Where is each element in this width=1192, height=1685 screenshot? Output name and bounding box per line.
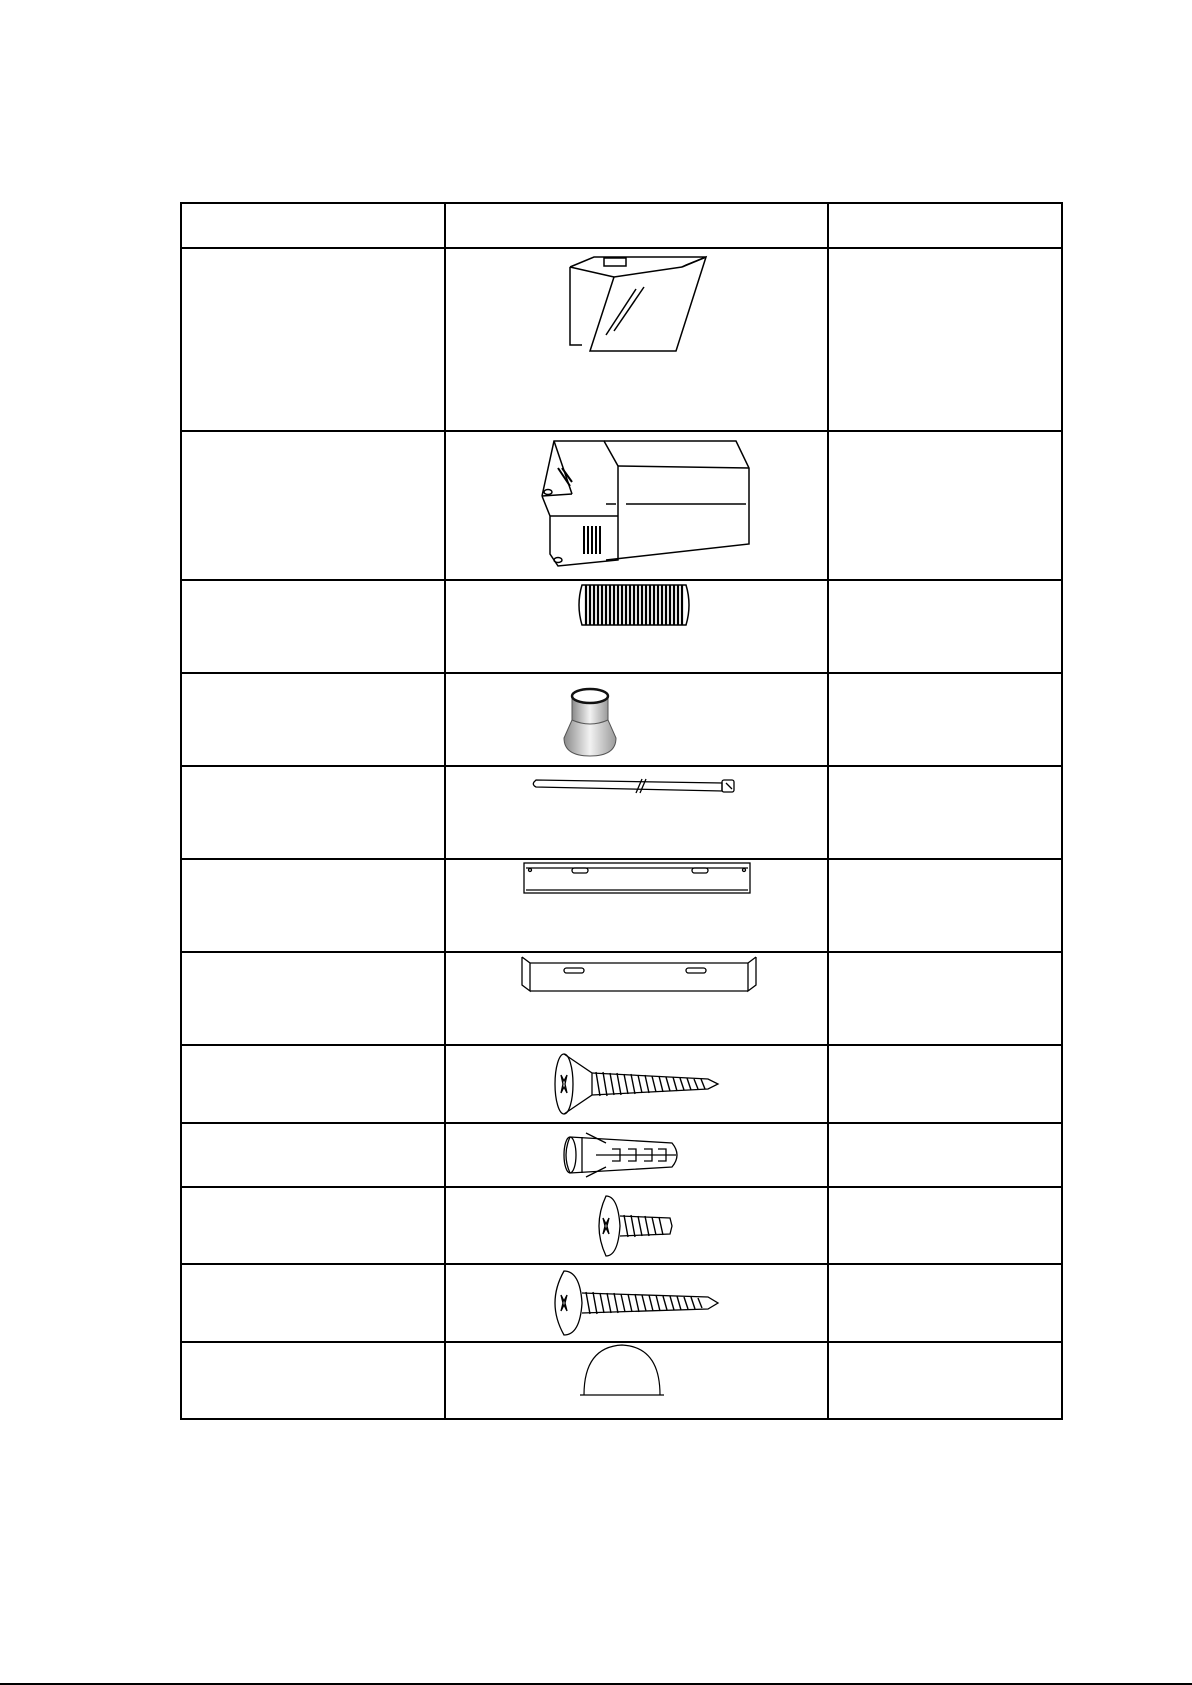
part-picture-cell (445, 1187, 828, 1264)
part-quantity-cell (828, 1342, 1062, 1419)
header-quantity-cell (828, 203, 1062, 248)
part-picture-cell (445, 1264, 828, 1342)
part-picture-cell (445, 248, 828, 431)
upper-chimney-cover-icon (446, 438, 829, 574)
part-picture-cell (445, 1045, 828, 1123)
table-row (181, 859, 1062, 952)
table-row (181, 248, 1062, 431)
part-name-cell (181, 1264, 445, 1342)
part-picture-cell (445, 431, 828, 580)
part-name-cell (181, 859, 445, 952)
table-row (181, 431, 1062, 580)
part-name-cell (181, 248, 445, 431)
countersunk-long-screw-icon (446, 1049, 829, 1119)
part-name-cell (181, 766, 445, 859)
flat-mounting-bracket-icon (446, 860, 829, 900)
part-quantity-cell (828, 952, 1062, 1045)
part-picture-cell (445, 580, 828, 673)
part-name-cell (181, 1045, 445, 1123)
part-picture-cell (445, 952, 828, 1045)
flange-connector-ring-icon (446, 680, 829, 760)
part-picture-cell (445, 766, 828, 859)
part-quantity-cell (828, 766, 1062, 859)
part-name-cell (181, 580, 445, 673)
part-name-cell (181, 1123, 445, 1187)
angled-mounting-bracket-icon (446, 953, 829, 997)
part-picture-cell (445, 859, 828, 952)
table-header-row (181, 203, 1062, 248)
part-quantity-cell (828, 431, 1062, 580)
parts-table (180, 202, 1063, 1420)
part-picture-cell (445, 1123, 828, 1187)
table-row (181, 1187, 1062, 1264)
screw-cap-cover-icon (446, 1343, 829, 1399)
part-quantity-cell (828, 248, 1062, 431)
part-picture-cell (445, 673, 828, 766)
part-quantity-cell (828, 580, 1062, 673)
table-row (181, 952, 1062, 1045)
part-name-cell (181, 673, 445, 766)
short-pan-head-screw-icon (446, 1192, 829, 1260)
part-name-cell (181, 952, 445, 1045)
table-row (181, 766, 1062, 859)
header-picture-cell (445, 203, 828, 248)
part-quantity-cell (828, 1045, 1062, 1123)
table-row (181, 1123, 1062, 1187)
header-name-cell (181, 203, 445, 248)
flexible-duct-hose-icon (446, 581, 829, 629)
cable-tie-icon (446, 767, 829, 807)
part-quantity-cell (828, 673, 1062, 766)
part-quantity-cell (828, 859, 1062, 952)
pan-head-long-screw-icon (446, 1267, 829, 1339)
table-row (181, 1264, 1062, 1342)
table-row (181, 580, 1062, 673)
part-picture-cell (445, 1342, 828, 1419)
wall-plug-icon (446, 1129, 829, 1181)
part-name-cell (181, 431, 445, 580)
part-quantity-cell (828, 1264, 1062, 1342)
part-name-cell (181, 1187, 445, 1264)
table-row (181, 673, 1062, 766)
part-quantity-cell (828, 1187, 1062, 1264)
table-row (181, 1342, 1062, 1419)
cooker-hood-body-icon (446, 249, 829, 359)
table-row (181, 1045, 1062, 1123)
part-quantity-cell (828, 1123, 1062, 1187)
part-name-cell (181, 1342, 445, 1419)
